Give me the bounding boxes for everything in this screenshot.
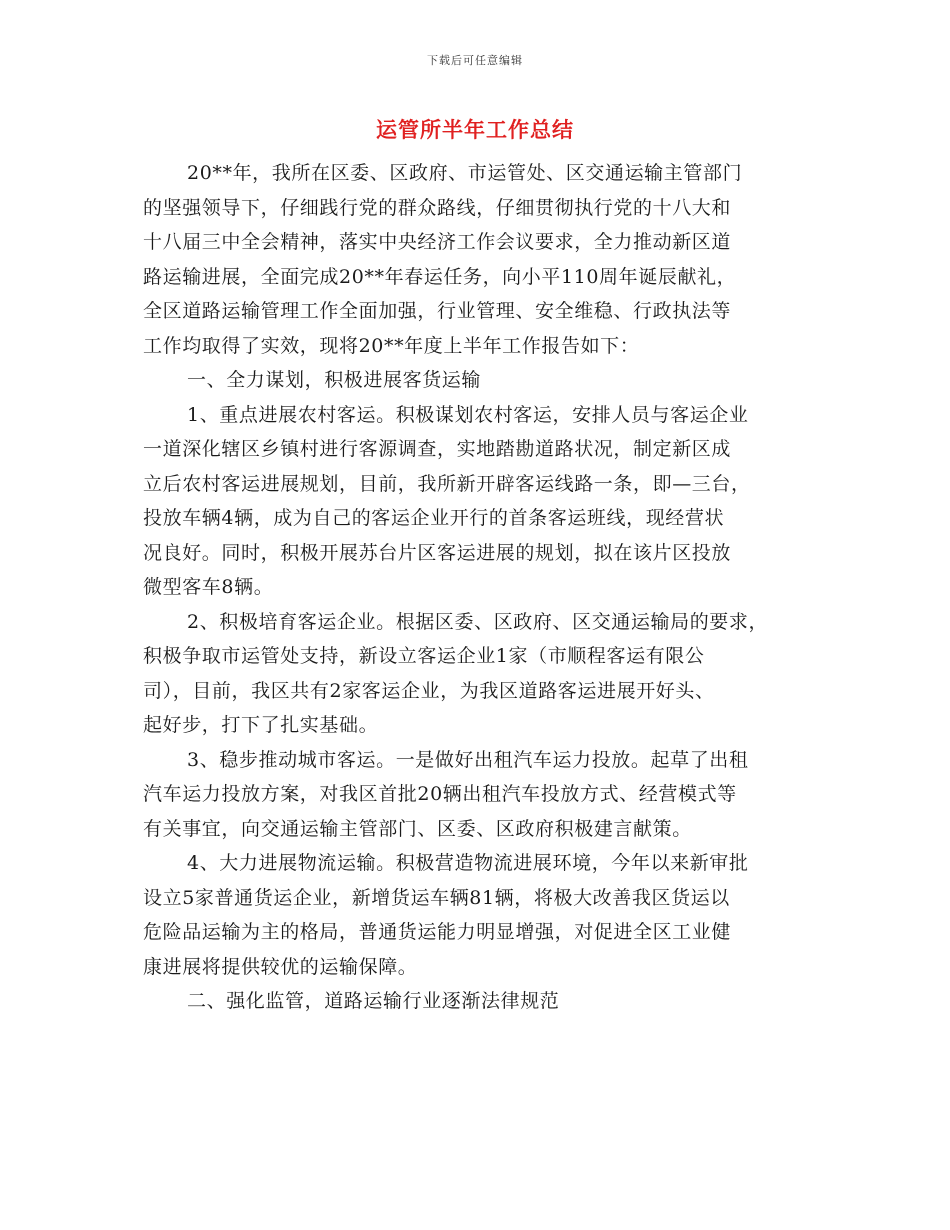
body-line: 立后农村客运进展规划，目前，我所新开辟客运线路一条，即—三台， (143, 472, 751, 495)
page-header: 下载后可任意编辑 (427, 54, 523, 67)
body-line: 投放车辆4辆，成为自己的客运企业开行的首条客运班线，现经营状 (143, 507, 725, 529)
body-line: 起好步，打下了扎实基础。 (143, 714, 379, 736)
body-line: 十八届三中全会精神，落实中央经济工作会议要求，全力推动新区道 (143, 231, 732, 253)
section-heading: 二、强化监管，道路运输行业逐渐法律规范 (187, 990, 560, 1012)
body-line: 2、积极培育客运企业。根据区委、区政府、区交通运输局的要求， (187, 610, 769, 633)
body-line: 微型客车8辆。 (143, 576, 274, 598)
section-heading: 一、全力谋划，积极进展客货运输 (187, 369, 482, 391)
body-line: 况良好。同时，积极开展苏台片区客运进展的规划，拟在该片区投放 (143, 541, 732, 564)
body-line: 康进展将提供较优的运输保障。 (143, 955, 418, 978)
body-line: 司），目前，我区共有2家客运企业，为我区道路客运进展开好头、 (143, 679, 715, 702)
body-line: 全区道路运输管理工作全面加强，行业管理、安全维稳、行政执法等 (143, 300, 732, 322)
document-body (143, 156, 833, 1019)
body-line: 危险品运输为主的格局，普通货运能力明显增强，对促进全区工业健 (143, 921, 732, 943)
body-line: 4、大力进展物流运输。积极营造物流进展环境，今年以来新审批 (187, 852, 749, 874)
body-line: 设立5家普通货运企业，新增货运车辆81辆，将极大改善我区货运以 (143, 886, 730, 909)
body-line: 一道深化辖区乡镇村进行客源调查，实地踏勘道路状况，制定新区成 (143, 438, 732, 460)
document-title: 运管所半年工作总结 (376, 117, 574, 142)
body-line: 1、重点进展农村客运。积极谋划农村客运，安排人员与客运企业 (187, 403, 749, 426)
body-line: 工作均取得了实效，现将20**年度上半年工作报告如下： (143, 334, 640, 357)
body-line: 有关事宜，向交通运输主管部门、区委、区政府积极建言献策。 (143, 817, 692, 840)
body-line: 积极争取市运管处支持，新设立客运企业1家（市顺程客运有限公 (143, 645, 705, 667)
body-line: 3、稳步推动城市客运。一是做好出租汽车运力投放。起草了出租 (187, 748, 749, 771)
body-line: 的坚强领导下，仔细践行党的群众路线，仔细贯彻执行党的十八大和 (143, 196, 732, 219)
body-line: 汽车运力投放方案，对我区首批20辆出租汽车投放方式、经营模式等 (143, 783, 737, 805)
body-line: 路运输进展，全面完成20**年春运任务，向小平110周年诞辰献礼， (143, 265, 737, 288)
body-line: 20**年，我所在区委、区政府、市运管处、区交通运输主管部门 (187, 162, 743, 184)
